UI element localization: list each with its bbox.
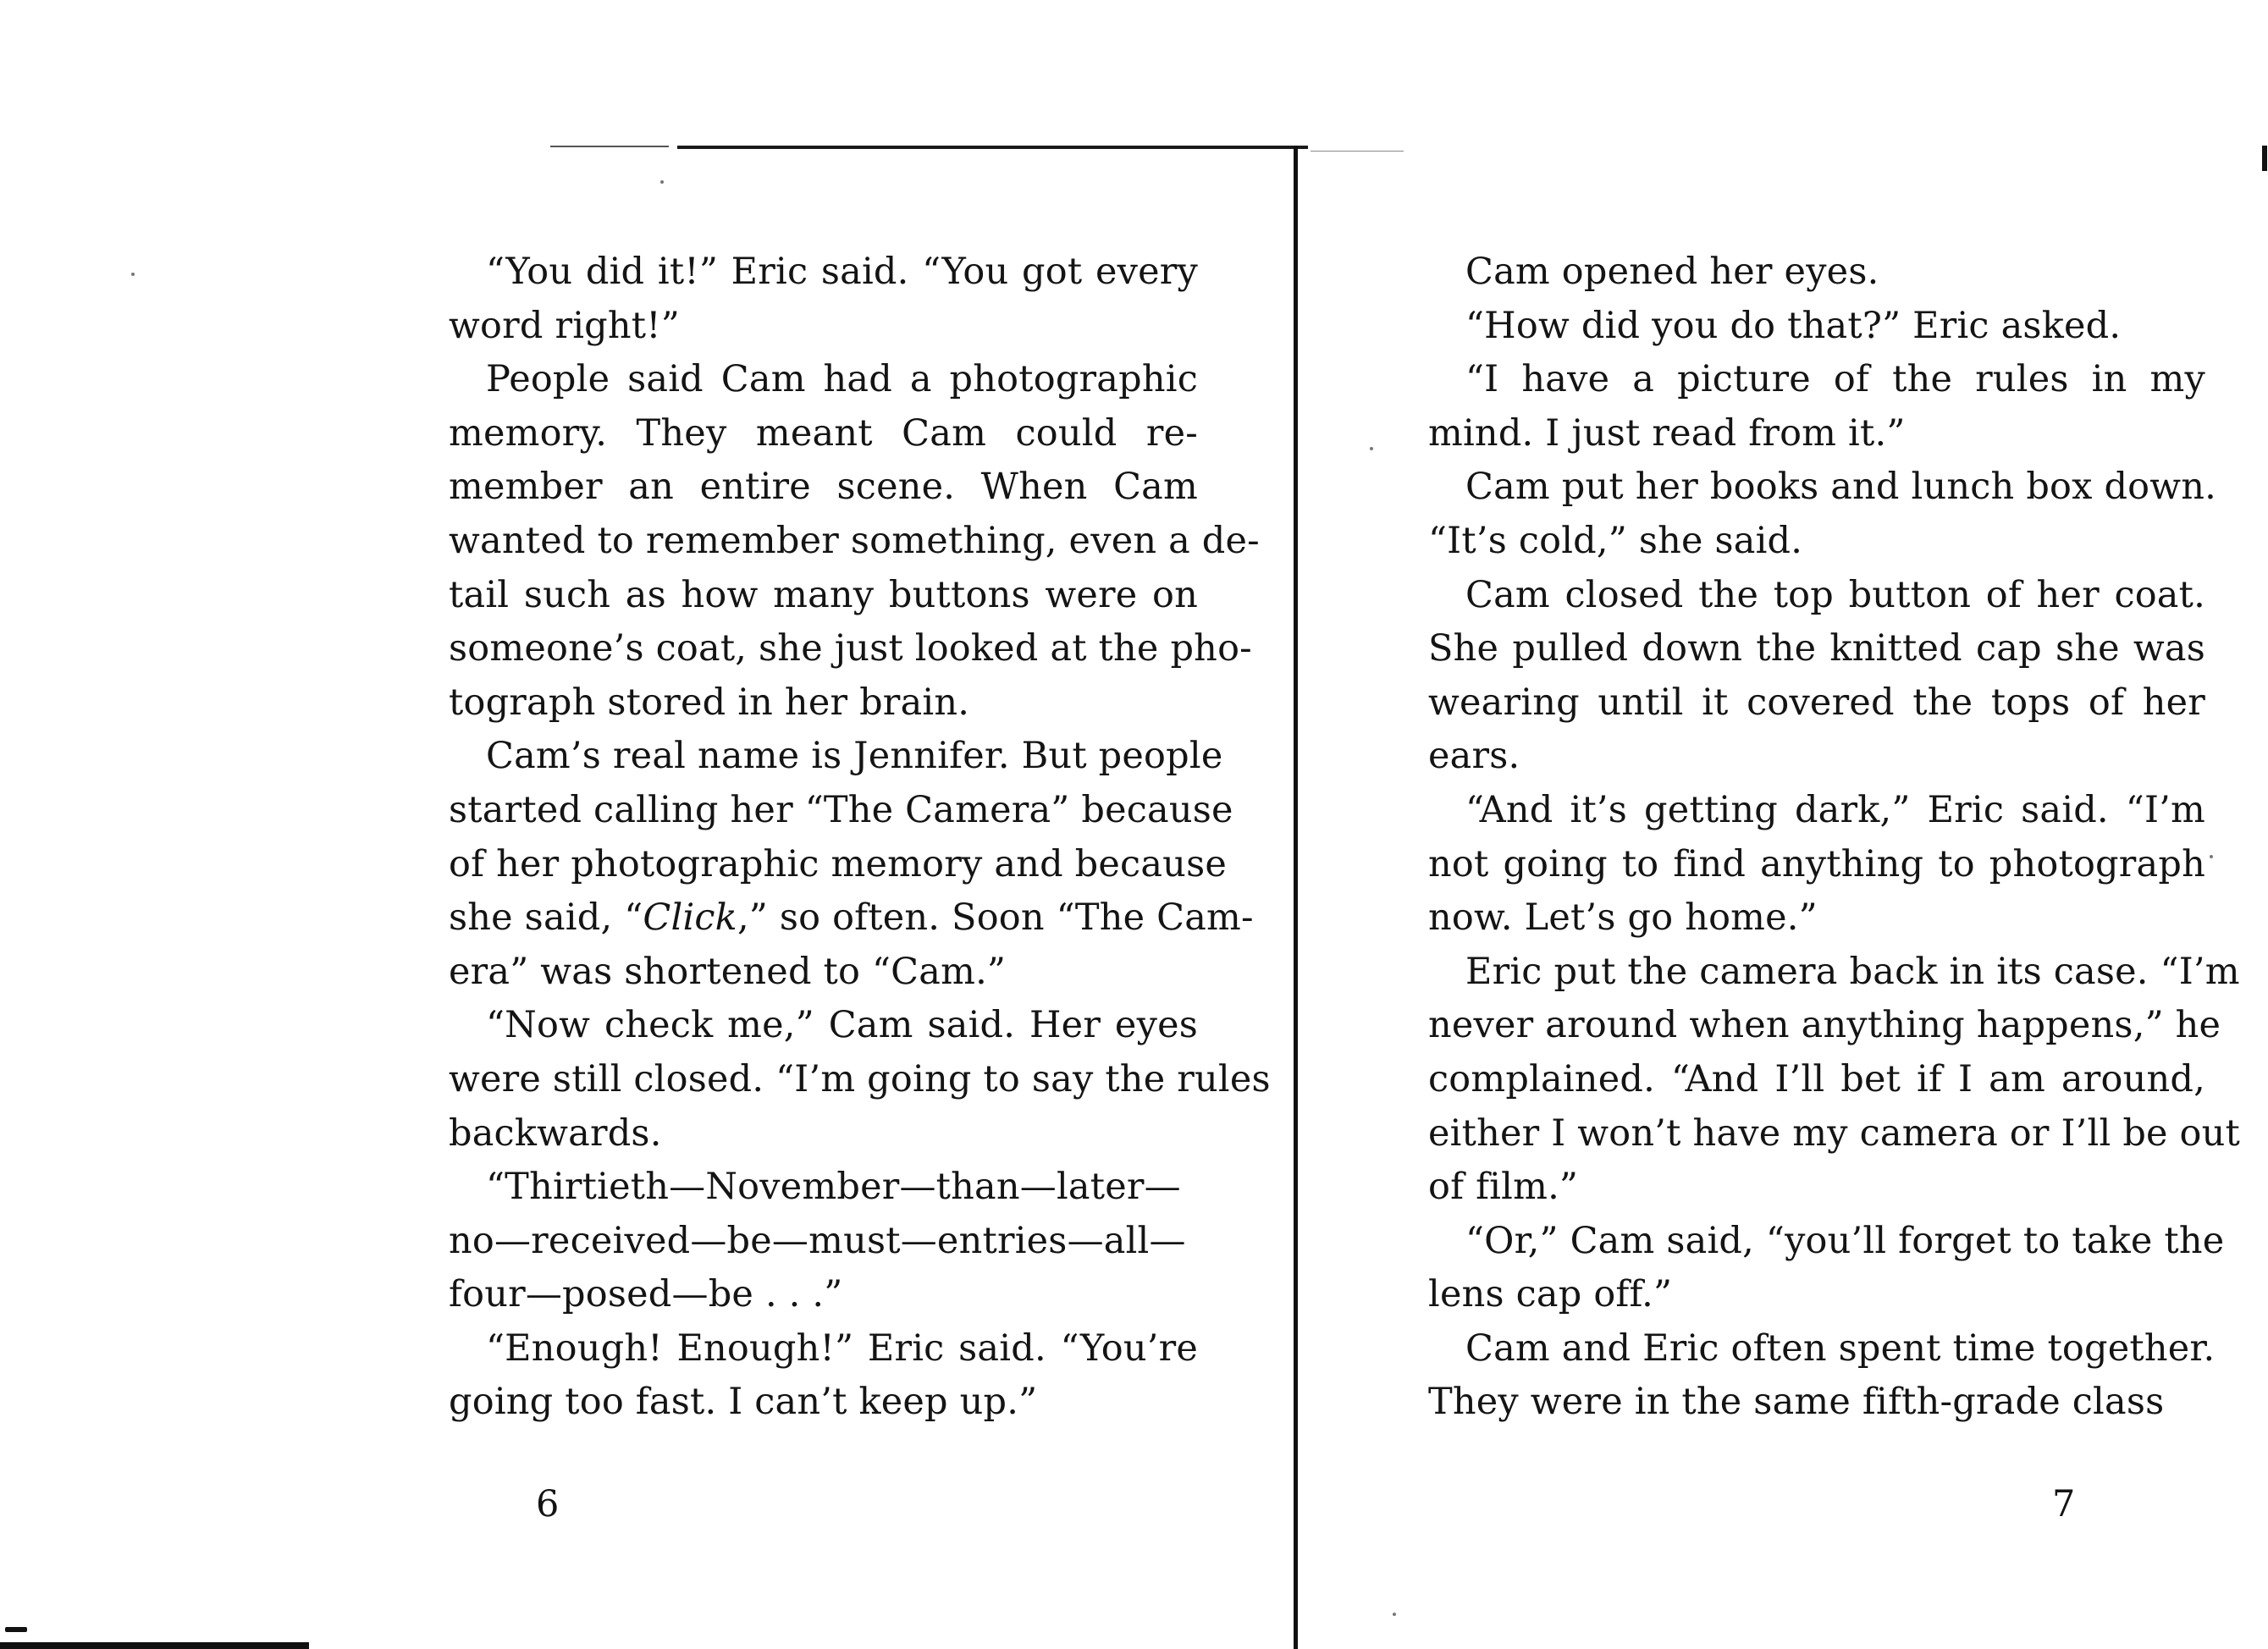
text-line: tograph stored in her brain. [449,681,970,724]
right-page [1297,0,2268,1649]
text-line: “How did you do that?” Eric asked. [1465,304,2122,347]
text-line: backwards. [449,1111,662,1155]
text-line: four—posed—be . . .” [449,1273,843,1316]
text-line: wearing until it covered the tops of her [1428,681,2205,724]
text-line: “And it’s getting dark,” Eric said. “I’m [1465,788,2205,831]
paragraph [449,245,1198,353]
text-line: Cam put her books and lunch box down. [1465,466,2217,509]
text-line: either I won’t have my camera or I’ll be out [1428,1111,2241,1155]
paragraph [1428,1322,2216,1430]
paragraph [449,1161,1198,1322]
text-line: going too fast. I can’t keep up.” [449,1381,1038,1424]
text-line: complained. “And I’ll bet if I am around, [1428,1057,2205,1100]
text-line: “You did it!” Eric said. “You got every [486,251,1198,293]
text-line: not going to find anything to photograph [1428,842,2205,885]
text-line: word right!” [449,304,680,347]
text-line: Eric put the camera back in its case. “I’m [1465,950,2240,993]
text-line: started calling her “The Camera” because [449,788,1233,831]
text-line: They were in the same fifth-grade class [1428,1381,2165,1424]
paragraph [1428,784,2205,946]
text-line: “Now check me,” Cam said. Her eyes [486,1004,1198,1047]
text-line: wanted to remember something, even a de- [449,519,1260,562]
text-line: of her photographic memory and because [449,842,1227,885]
paragraph [449,999,1271,1161]
paragraph [449,1322,1198,1430]
paragraph [1428,300,2205,354]
text-line: People said Cam had a photographic [486,358,1198,401]
left-page-text [449,245,1271,1430]
text-line: Cam opened her eyes. [1465,251,1879,293]
paragraph [1428,353,2205,461]
text-line: now. Let’s go home.” [1428,896,1818,940]
text-line: mind. I just read from it.” [1428,411,1906,455]
text-line: she said, “Click,” so often. Soon “The Cam- [449,896,1254,940]
paragraph [1428,569,2205,784]
text-line: She pulled down the knitted cap she was [1428,627,2205,670]
text-line: Cam’s real name is Jennifer. But people [486,735,1223,778]
text-line: memory. They meant Cam could re- [449,411,1198,455]
text-line: “Or,” Cam said, “you’ll forget to take the [1465,1219,2225,1262]
paragraph [449,730,1254,999]
text-line: someone’s coat, she just looked at the pho- [449,627,1252,670]
text-line: “Enough! Enough!” Eric said. “You’re [486,1326,1198,1370]
paragraph [1428,1215,2225,1322]
text-line: “I have a picture of the rules in my [1465,358,2205,401]
text-line: “Thirtieth—November—than—later— [486,1166,1181,1209]
text-line: member an entire scene. When Cam [449,466,1198,509]
text-line: lens cap off.” [1428,1273,1673,1316]
paragraph [1428,245,2205,300]
paragraph [449,353,1260,730]
text-line: tail such as how many buttons were on [449,573,1198,616]
paragraph [1428,946,2241,1215]
text-line: were still closed. “I’m going to say the rules [449,1057,1271,1100]
page-number: 7 [2052,1483,2076,1525]
text-line: Cam and Eric often spent time together. [1465,1326,2216,1370]
text-line: never around when anything happens,” he [1428,1004,2221,1047]
text-line: of film.” [1428,1166,1579,1209]
right-page-text [1428,245,2241,1430]
text-line: no—received—be—must—entries—all— [449,1219,1186,1262]
paragraph [1428,461,2217,568]
text-line: Cam closed the top button of her coat. [1465,573,2205,616]
text-line: “It’s cold,” she said. [1428,519,1803,562]
text-line: era” was shortened to “Cam.” [449,950,1007,993]
text-line: ears. [1428,735,1520,778]
page-number: 6 [536,1483,560,1525]
